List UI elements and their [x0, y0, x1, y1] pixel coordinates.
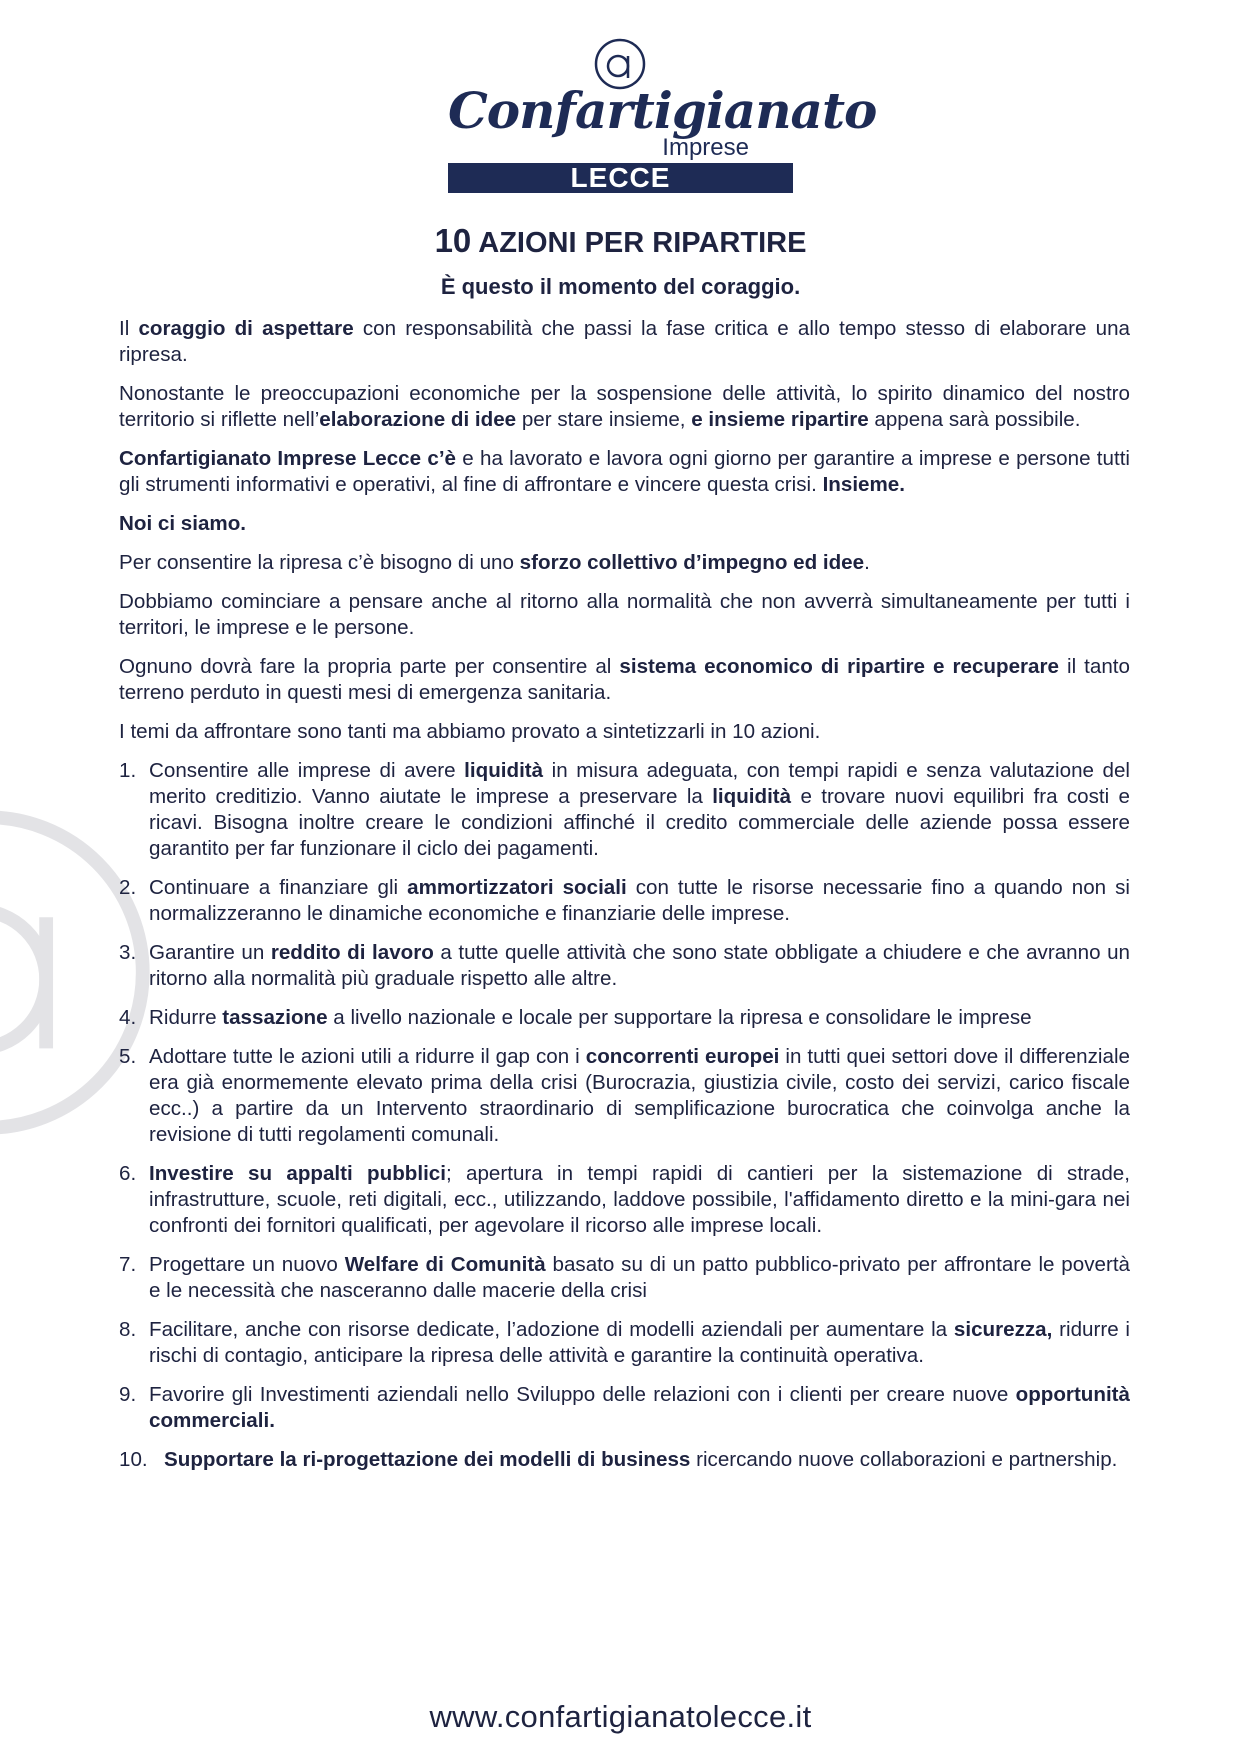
action-item: [119, 1005, 1130, 1031]
text-run: Adottare tutte le azioni utili a ridurre il gap con i: [149, 1045, 586, 1068]
paragraph: [119, 654, 1130, 706]
confartigianato-logo: [448, 36, 877, 196]
title-number: 10: [434, 222, 472, 259]
bold-text-run: e insieme ripartire: [691, 408, 869, 431]
bold-text-run: liquidità: [464, 759, 544, 782]
text-run: Progettare un nuovo: [149, 1253, 345, 1276]
bold-text-run: Insieme.: [822, 473, 905, 496]
bold-text-run: Investire su appalti pubblici: [149, 1162, 446, 1185]
page-subtitle: È questo il momento del coraggio.: [440, 274, 801, 299]
text-run: in tutti quei settori dove il differenziale era già enormemente elevato prima della crisi (Burocrazia, giustizia civile, costo dei servizi, carico fiscale ecc..) a partire da un Intervento straordinario di semplificazione burocratica che coinvolga anche la revisione di tutti regolamenti comunali.: [149, 1045, 1130, 1146]
text-run: il tanto terreno perduto in questi mesi di emergenza sanitaria.: [119, 655, 1130, 704]
action-item: [119, 1161, 1130, 1239]
text-run: Dobbiamo cominciare a pensare anche al ritorno alla normalità che non avverrà simultaneamente per tutti i territori, le imprese e le persone.: [119, 590, 1130, 639]
text-run: ; apertura in tempi rapidi di cantieri per la sistemazione di strade, infrastrutture, scuole, reti digitali, ecc., utilizzando, laddove possibile, l'affidamento diretto e la mini-gara nei confronti dei fornitori qualificati, per agevolare il ricorso alle imprese locali.: [149, 1162, 1130, 1237]
bold-text-run: Supportare la ri-progettazione dei modelli di business: [164, 1448, 691, 1471]
text-run: Per consentire la ripresa c’è bisogno di uno: [119, 551, 520, 574]
bold-text-run: elaborazione di idee: [319, 408, 517, 431]
logo-city-band: LECCE: [448, 163, 793, 193]
text-run: Il: [119, 317, 139, 340]
bold-text-run: tassazione: [222, 1006, 328, 1029]
bold-text-run: concorrenti europei: [585, 1045, 780, 1068]
bold-text-run: Noi ci siamo.: [119, 512, 247, 535]
text-run: Ridurre: [149, 1006, 223, 1029]
logo-wordmark: Confartigianato: [448, 81, 877, 140]
text-run: Facilitare, anche con risorse dedicate, l’adozione di modelli aziendali per aumentare la: [149, 1318, 954, 1341]
action-item: [119, 1044, 1130, 1148]
text-run: con tutte le risorse necessarie fino a quando non si normalizzeranno le dinamiche economiche e finanziarie delle imprese.: [149, 876, 1130, 925]
website-url[interactable]: www.confartigianatolecce.it: [429, 1699, 812, 1734]
action-number: 4.: [119, 1006, 137, 1029]
text-run: a tutte quelle attività che sono state obbligate a chiudere e che avranno un ritorno alla normalità più graduale rispetto alle altre.: [149, 941, 1130, 990]
actions-list: [119, 758, 1130, 1473]
bold-text-run: Confartigianato Imprese Lecce c’è: [119, 447, 456, 470]
text-run: I temi da affrontare sono tanti ma abbiamo provato a sintetizzarli in 10 azioni.: [119, 720, 821, 743]
paragraph: [119, 589, 1130, 641]
text-run: Consentire alle imprese di avere: [149, 759, 465, 782]
action-item: [119, 1252, 1130, 1304]
action-number: 6.: [119, 1162, 137, 1185]
bold-text-run: sistema economico di ripartire e recuperare: [619, 655, 1059, 678]
text-run: in misura adeguata, con tempi rapidi e senza valutazione del merito creditizio. Vanno aiutate le imprese a preservare la: [149, 759, 1131, 808]
bold-text-run: sicurezza,: [953, 1318, 1053, 1341]
paragraph: [119, 446, 1130, 498]
action-number: 5.: [119, 1045, 137, 1068]
bold-text-run: ammortizzatori sociali: [407, 876, 627, 899]
bold-text-run: liquidità: [712, 785, 792, 808]
text-run: Ognuno dovrà fare la propria parte per consentire al: [119, 655, 620, 678]
paragraph: [119, 381, 1130, 433]
text-run: a livello nazionale e locale per supportare la ripresa e consolidare le imprese: [327, 1006, 1032, 1029]
intro-paragraphs: [119, 316, 1130, 745]
action-item: [119, 1317, 1130, 1369]
bold-text-run: opportunità commerciali.: [149, 1383, 1130, 1432]
paragraph: [119, 316, 1130, 368]
bold-text-run: reddito di lavoro: [270, 941, 434, 964]
action-number: 10.: [119, 1448, 148, 1471]
text-run: e ha lavorato e lavora ogni giorno per garantire a imprese e persone tutti gli strumenti informativi e operativi, al fine di affrontare e vincere questa crisi.: [119, 447, 1130, 496]
text-run: Garantire un: [149, 941, 271, 964]
text-run: ridurre i rischi di contagio, anticipare la ripresa delle attività e garantire la continuità operativa.: [149, 1318, 1131, 1367]
text-run: per stare insieme,: [516, 408, 692, 431]
action-item: [119, 940, 1130, 992]
action-number: 7.: [119, 1253, 137, 1276]
text-run: con responsabilità che passi la fase critica e allo tempo stesso di elaborare una ripresa.: [119, 317, 1130, 366]
page-title: [0, 222, 1241, 260]
bold-text-run: coraggio di aspettare: [138, 317, 354, 340]
paragraph: [119, 511, 1130, 537]
action-item: [119, 758, 1130, 862]
paragraph: [119, 719, 1130, 745]
text-run: ricercando nuove collaborazioni e partnership.: [690, 1448, 1118, 1471]
text-run: appena sarà possibile.: [868, 408, 1081, 431]
action-item: [119, 1447, 1130, 1473]
title-text: AZIONI PER RIPARTIRE: [478, 227, 807, 259]
text-run: basato su di un patto pubblico-privato per affrontare le povertà e le necessità che nasceranno dalle macerie della crisi: [149, 1253, 1130, 1302]
text-run: Nonostante le preoccupazioni economiche per la sospensione delle attività, lo spirito dinamico del nostro territorio si riflette nell’: [119, 382, 1130, 431]
action-number: 2.: [119, 876, 137, 899]
text-run: e trovare nuovi equilibri fra costi e ricavi. Bisogna inoltre creare le condizioni affinché il credito commerciale delle aziende possa essere garantito per far funzionare il ciclo dei pagamenti.: [149, 785, 1130, 860]
action-number: 1.: [119, 759, 137, 782]
header: [0, 36, 1241, 201]
action-number: 9.: [119, 1383, 137, 1406]
action-item: [119, 875, 1130, 927]
text-run: .: [864, 551, 870, 574]
paragraph: [119, 550, 1130, 576]
action-item: [119, 1382, 1130, 1434]
text-run: Favorire gli Investimenti aziendali nello Sviluppo delle relazioni con i clienti per creare nuove: [149, 1383, 1016, 1406]
bold-text-run: Welfare di Comunità: [344, 1253, 546, 1276]
text-run: Continuare a finanziare gli: [149, 876, 408, 899]
action-number: 8.: [119, 1318, 137, 1341]
logo-subtitle: Imprese: [662, 134, 749, 161]
bold-text-run: sforzo collettivo d’impegno ed idee: [519, 551, 865, 574]
document-body: [119, 316, 1130, 1486]
action-number: 3.: [119, 941, 137, 964]
